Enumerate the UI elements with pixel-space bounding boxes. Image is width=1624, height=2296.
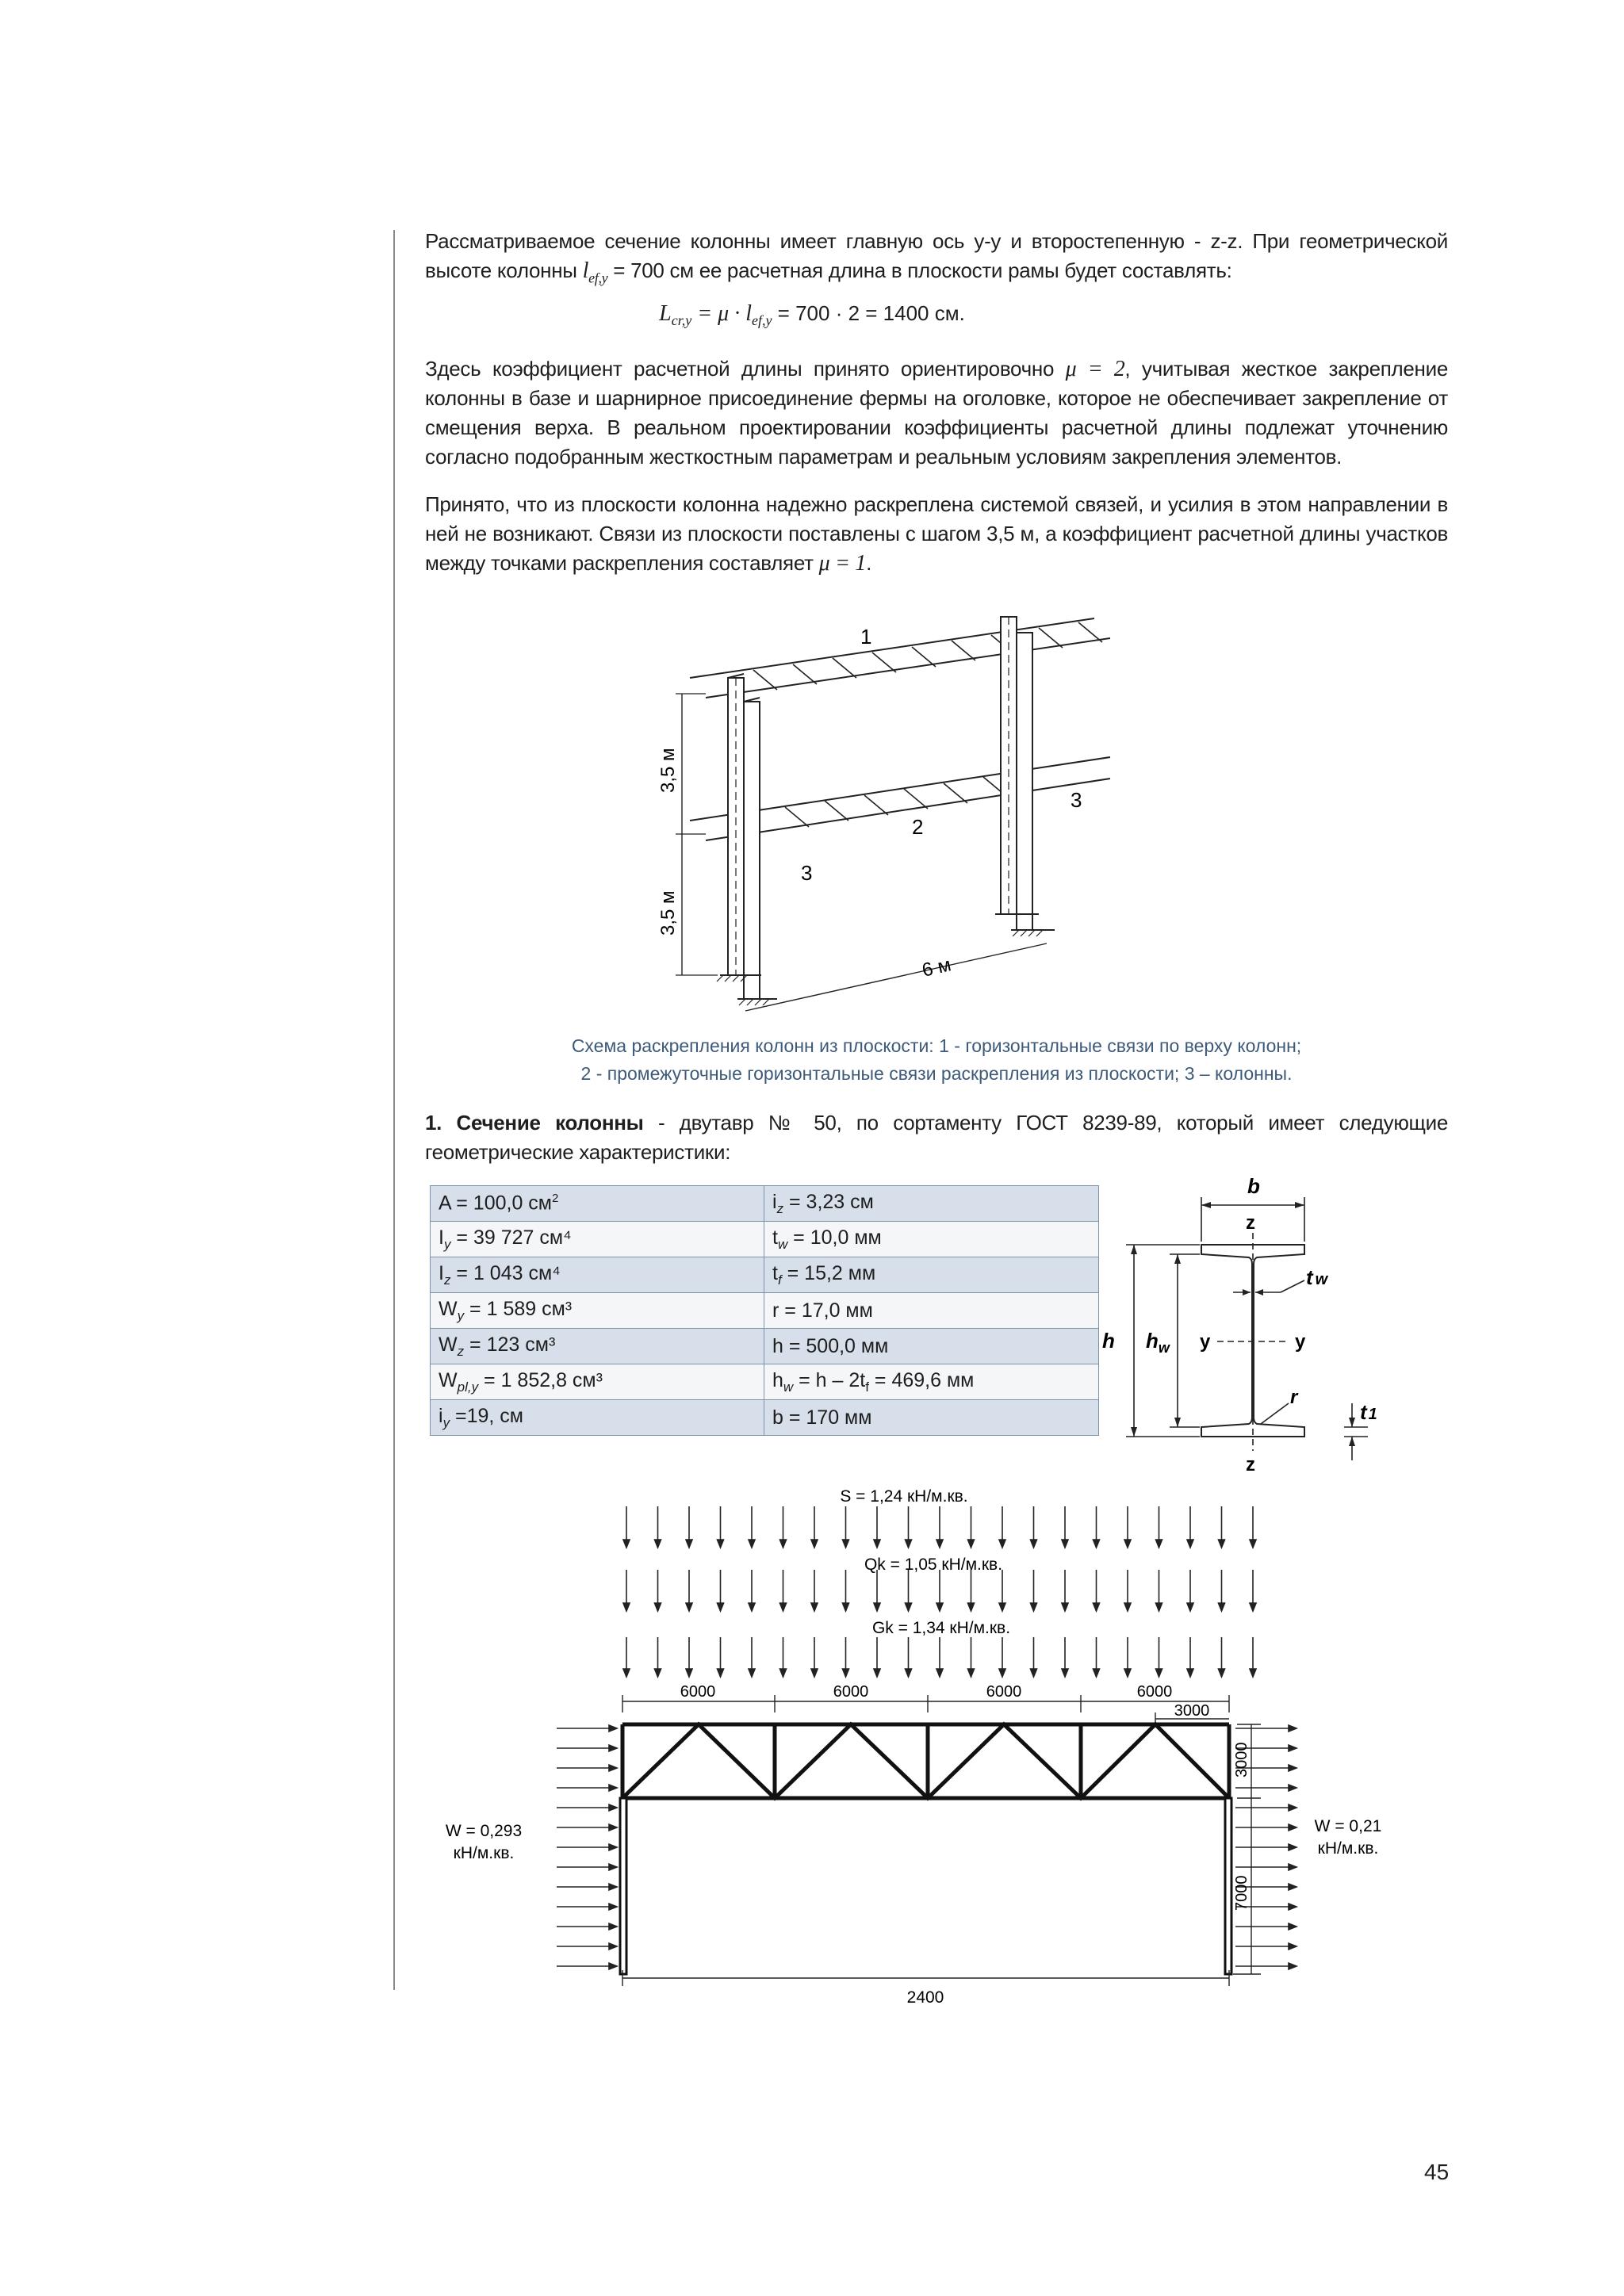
right-main: i [772, 1190, 777, 1213]
right-main: t [772, 1226, 778, 1249]
load-arrow-head [686, 1603, 692, 1611]
load-arrow-head [1156, 1540, 1162, 1548]
ibeam-y-right: y [1295, 1331, 1306, 1353]
load-arrow-head [968, 1669, 975, 1677]
l-ef-symbol [582, 258, 608, 286]
load-arrow-head [609, 1904, 617, 1910]
load-arrow-head [749, 1603, 755, 1611]
load-arrow-head [1289, 1785, 1297, 1791]
section-properties-table [430, 1185, 1099, 1436]
load-arrow-head [1289, 1864, 1297, 1870]
right-main: h [772, 1368, 783, 1391]
load-arrow-head [1062, 1540, 1068, 1548]
load-arrow-head [609, 1864, 617, 1870]
load-arrow-head [780, 1669, 787, 1677]
paragraph-2 [425, 354, 1448, 472]
load-arrow-head [936, 1603, 943, 1611]
load-arrow-head [936, 1540, 943, 1548]
table-row [431, 1293, 1099, 1329]
load-arrow-head [609, 1725, 617, 1732]
load-arrow-head [811, 1603, 818, 1611]
load-arrow-head [609, 1963, 617, 1969]
property-right-cell [764, 1186, 1099, 1222]
load-S-label: S = 1,24 кН/м.кв. [840, 1487, 968, 1506]
left-sub: y [457, 1307, 465, 1323]
wind-right-value: W = 0,21 [1314, 1817, 1382, 1835]
l-ef-subscript: ef,y [588, 270, 608, 286]
panel-dim-2: 6000 [833, 1683, 869, 1701]
load-arrow-head [609, 1765, 617, 1771]
load-arrow-head [1094, 1669, 1100, 1677]
column-height-dim: 7000 [1233, 1875, 1251, 1911]
ibeam-h-label: h [1102, 1329, 1115, 1353]
load-arrow-head [1289, 1923, 1297, 1930]
load-arrow-head [1289, 1844, 1297, 1850]
right-sub: f [777, 1272, 782, 1288]
table-row [431, 1329, 1099, 1364]
load-arrow-head [609, 1923, 617, 1930]
dim-span: 6 м [920, 954, 953, 982]
dim-upper: 3,5 м [657, 748, 679, 793]
mu-1: μ = 1 [818, 551, 867, 576]
left-sub: z [443, 1272, 451, 1288]
margin-rule [393, 230, 395, 1990]
load-arrow-head [1219, 1669, 1225, 1677]
load-arrow-head [780, 1540, 787, 1548]
property-right-cell [764, 1222, 1099, 1257]
property-right-cell [764, 1293, 1099, 1329]
load-arrow-head [1187, 1603, 1193, 1611]
load-arrow-head [811, 1669, 818, 1677]
load-arrow-head [655, 1603, 661, 1611]
load-arrow-head [968, 1540, 975, 1548]
load-arrow-head [843, 1540, 849, 1548]
load-arrow-head [749, 1540, 755, 1548]
formula-tail: = 700 · 2 = 1400 см. [772, 301, 965, 325]
load-arrow-head [609, 1745, 617, 1751]
dim-lower: 3,5 м [657, 890, 679, 936]
load-arrow-head [999, 1603, 1005, 1611]
bracing-scheme-figure [634, 603, 1126, 1023]
brace-label-2: 2 [912, 815, 924, 839]
table-row [431, 1186, 1099, 1222]
figure-1-caption [425, 1032, 1448, 1088]
right-sub: z [776, 1200, 784, 1216]
tw-sub: w [1315, 1271, 1328, 1288]
caption-line-2: 2 - промежуточные горизонтальные связи раскрепления из плоскости; 3 – колонны. [580, 1063, 1293, 1084]
paragraph-4 [425, 1108, 1448, 1167]
formula-l-sub: ef,y [751, 312, 772, 329]
property-left-cell [431, 1293, 764, 1329]
load-arrow-head [1031, 1540, 1037, 1548]
brace-label-1: 1 [860, 625, 872, 649]
load-arrow-head [1289, 1824, 1297, 1831]
load-arrow-head [749, 1669, 755, 1677]
truss-height-dim: 3000 [1233, 1742, 1251, 1777]
ibeam-z-bottom: z [1246, 1454, 1255, 1475]
load-arrow-head [843, 1603, 849, 1611]
load-arrow-head [1124, 1540, 1131, 1548]
load-Qk-label: Qk = 1,05 кН/м.кв. [864, 1556, 1003, 1574]
load-arrow-head [1124, 1603, 1131, 1611]
property-left-cell [431, 1222, 764, 1257]
paragraph-4-text: - двутавр № 50, по сортаменту ГОСТ 8239-89, который имеет следующие геометрические характеристики: [425, 1111, 1448, 1164]
load-arrow-head [1187, 1669, 1193, 1677]
load-arrow-head [843, 1669, 849, 1677]
hw-main: h [1146, 1329, 1159, 1353]
formula-mu: = μ · [691, 301, 746, 326]
left-main: I [439, 1261, 444, 1284]
load-arrow-head [1250, 1540, 1256, 1548]
load-arrow-head [906, 1603, 912, 1611]
load-arrow-head [906, 1540, 912, 1548]
load-arrow-head [609, 1844, 617, 1850]
ibeam-z-top: z [1246, 1212, 1255, 1234]
total-width-dim: 2400 [906, 1988, 944, 2007]
load-arrow-head [623, 1540, 630, 1548]
left-main: W [439, 1333, 458, 1356]
load-Gk-label: Gk = 1,34 кН/м.кв. [871, 1619, 1011, 1637]
left-sub: y [442, 1414, 450, 1430]
ibeam-r-label: r [1290, 1387, 1298, 1408]
wind-left-unit: кН/м.кв. [453, 1844, 515, 1862]
right-main: t [772, 1261, 778, 1284]
left-sub: pl,y [457, 1379, 479, 1395]
load-arrow-head [1289, 1963, 1297, 1969]
load-arrow-head [718, 1540, 724, 1548]
load-arrow-head [609, 1785, 617, 1791]
load-arrow-head [968, 1603, 975, 1611]
left-tail: = 123 см³ [464, 1333, 556, 1356]
load-arrow-head [1289, 1943, 1297, 1950]
mu-2: μ = 2 [1065, 357, 1125, 381]
load-arrow-head [874, 1603, 880, 1611]
table-row [431, 1222, 1099, 1257]
t1-main: t [1360, 1400, 1367, 1424]
table-row [431, 1364, 1099, 1400]
panel-dim-4: 6000 [1136, 1683, 1173, 1701]
l-symbol: l [582, 258, 589, 283]
left-sub: z [457, 1343, 465, 1359]
load-arrow-head [1289, 1725, 1297, 1732]
load-arrow-head [1062, 1603, 1068, 1611]
column-label-3-right: 3 [1071, 788, 1082, 812]
load-arrow-head [609, 1884, 617, 1890]
load-arrow-head [609, 1943, 617, 1950]
load-arrow-head [936, 1669, 943, 1677]
formula-l: l [745, 301, 752, 326]
paragraph-1 [425, 227, 1448, 293]
panel-dim-3: 6000 [986, 1683, 1022, 1701]
half-panel-dim: 3000 [1174, 1702, 1210, 1720]
load-arrow-head [1250, 1603, 1256, 1611]
ibeam-hw-label [1146, 1329, 1170, 1356]
left-tail: = 39 727 см⁴ [450, 1226, 572, 1249]
column-label-3-left: 3 [801, 861, 813, 885]
load-arrow-head [999, 1540, 1005, 1548]
right-tail: = 3,23 см [783, 1190, 874, 1213]
left-tail: = 1 852,8 см³ [478, 1368, 603, 1391]
load-arrow-head [1289, 1745, 1297, 1751]
paragraph-1-text-b: = 700 см ее расчетная длина в плоскости рамы будет составлять: [607, 258, 1232, 282]
load-arrow-head [1156, 1603, 1162, 1611]
load-arrow-head [1094, 1603, 1100, 1611]
t1-sub: 1 [1368, 1406, 1377, 1423]
property-right-cell [764, 1364, 1099, 1400]
ibeam-t1-label [1360, 1400, 1377, 1424]
load-arrow-head [780, 1603, 787, 1611]
load-arrow-head [1156, 1669, 1162, 1677]
property-left-cell [431, 1364, 764, 1400]
property-left-cell [431, 1400, 764, 1436]
right-main: r = 17,0 мм [772, 1299, 873, 1322]
load-arrow-head [1250, 1669, 1256, 1677]
load-arrow-head [1094, 1540, 1100, 1548]
ibeam-y-left: y [1200, 1331, 1211, 1353]
paragraph-1-text-a: Рассматриваемое сечение колонны имеет главную ось y-y и второстепенную - z-z. При геометрической высоте колонны [425, 229, 1448, 282]
load-arrow-head [1219, 1603, 1225, 1611]
right-tail-2: = 469,6 мм [868, 1368, 975, 1391]
paragraph-3 [425, 490, 1448, 578]
load-arrow-head [1031, 1669, 1037, 1677]
load-arrow-head [623, 1669, 630, 1677]
right-sub: w [777, 1236, 788, 1252]
right-main: b = 170 мм [772, 1406, 872, 1429]
load-arrow-head [1219, 1540, 1225, 1548]
paragraph-3-text-b: . [866, 551, 872, 575]
right-tail: = 10,0 мм [787, 1226, 882, 1249]
load-arrow-head [1062, 1669, 1068, 1677]
wind-left-value: W = 0,293 [445, 1822, 523, 1840]
load-arrow-head [1289, 1765, 1297, 1771]
property-right-cell [764, 1329, 1099, 1364]
table-row [431, 1257, 1099, 1293]
property-left-cell [431, 1257, 764, 1293]
formula-L-sub: cr,y [671, 312, 692, 329]
load-arrow-head [811, 1540, 818, 1548]
load-arrow-head [874, 1669, 880, 1677]
property-left-cell [431, 1329, 764, 1364]
load-arrow-head [1031, 1603, 1037, 1611]
load-arrow-head [1289, 1904, 1297, 1910]
left-main: I [439, 1226, 444, 1249]
left-sub: y [443, 1236, 451, 1252]
formula-L: L [659, 301, 672, 326]
tw-main: t [1306, 1265, 1313, 1289]
load-arrow-head [1289, 1804, 1297, 1811]
load-arrow-head [906, 1669, 912, 1677]
left-tail: = 1 043 см⁴ [450, 1261, 561, 1284]
caption-line-1: Схема раскрепления колонн из плоскости: 1 - горизонтальные связи по верху колонн; [571, 1035, 1302, 1056]
table-row [431, 1400, 1099, 1436]
frame-load-diagram [444, 1483, 1396, 2022]
load-arrow-head [999, 1669, 1005, 1677]
load-arrow-head [1289, 1884, 1297, 1890]
ibeam-b-label: b [1247, 1174, 1260, 1198]
hw-sub: w [1158, 1340, 1170, 1356]
left-sup: 2 [551, 1192, 559, 1206]
load-arrow-head [655, 1540, 661, 1548]
load-arrow-head [609, 1804, 617, 1811]
left-tail: =19, см [450, 1404, 523, 1427]
left-main: W [439, 1297, 458, 1320]
load-arrow-head [623, 1603, 630, 1611]
left-main: i [439, 1404, 443, 1427]
load-arrow-head [1124, 1669, 1131, 1677]
property-right-cell [764, 1257, 1099, 1293]
load-arrow-head [655, 1669, 661, 1677]
right-main: h = 500,0 мм [772, 1334, 889, 1357]
load-arrow-head [686, 1540, 692, 1548]
right-sub-2: f [865, 1379, 869, 1395]
panel-dim-1: 6000 [680, 1683, 716, 1701]
load-arrow-head [686, 1669, 692, 1677]
property-right-cell [764, 1400, 1099, 1436]
right-tail: = 15,2 мм [781, 1261, 876, 1284]
load-arrow-head [874, 1540, 880, 1548]
load-arrow-head [609, 1824, 617, 1831]
right-tail: = h – 2t [793, 1368, 866, 1391]
ibeam-section-figure [1098, 1165, 1400, 1483]
left-tail: = 1 589 см³ [464, 1297, 573, 1320]
load-arrow-head [1187, 1540, 1193, 1548]
property-left-cell [431, 1186, 764, 1222]
buckling-length-formula [0, 301, 1624, 329]
left-main: W [439, 1368, 458, 1391]
section-heading: 1. Сечение колонны [425, 1111, 644, 1135]
load-arrow-head [718, 1669, 724, 1677]
paragraph-2-text-a: Здесь коэффициент расчетной длины принято ориентировочно [425, 357, 1066, 381]
wind-right-unit: кН/м.кв. [1317, 1839, 1379, 1858]
ibeam-tw-label [1306, 1265, 1329, 1289]
load-arrow-head [718, 1603, 724, 1611]
page-number: 45 [1424, 2160, 1450, 2184]
right-sub: w [783, 1379, 794, 1395]
paragraph-2-text-b: , учитывая жесткое закрепление колонны в базе и шарнирное присоединение фермы на оголовке, которое не обеспечивает закрепление от смещения верха. В реальном проектировании коэффициенты расчетной длины подлежат уточнению согласно подобранным жесткостным параметрам и реальным условиям закрепления элементов. [425, 357, 1448, 469]
paragraph-3-text-a: Принято, что из плоскости колонна надежно раскреплена системой связей, и усилия в этом направлении в ней не возникают. Связи из плоскости поставлены с шагом 3,5 м, а коэффициент расчетной длины участков между точками раскрепления составляет [425, 492, 1448, 575]
left-main: A = 100,0 см [439, 1192, 552, 1215]
